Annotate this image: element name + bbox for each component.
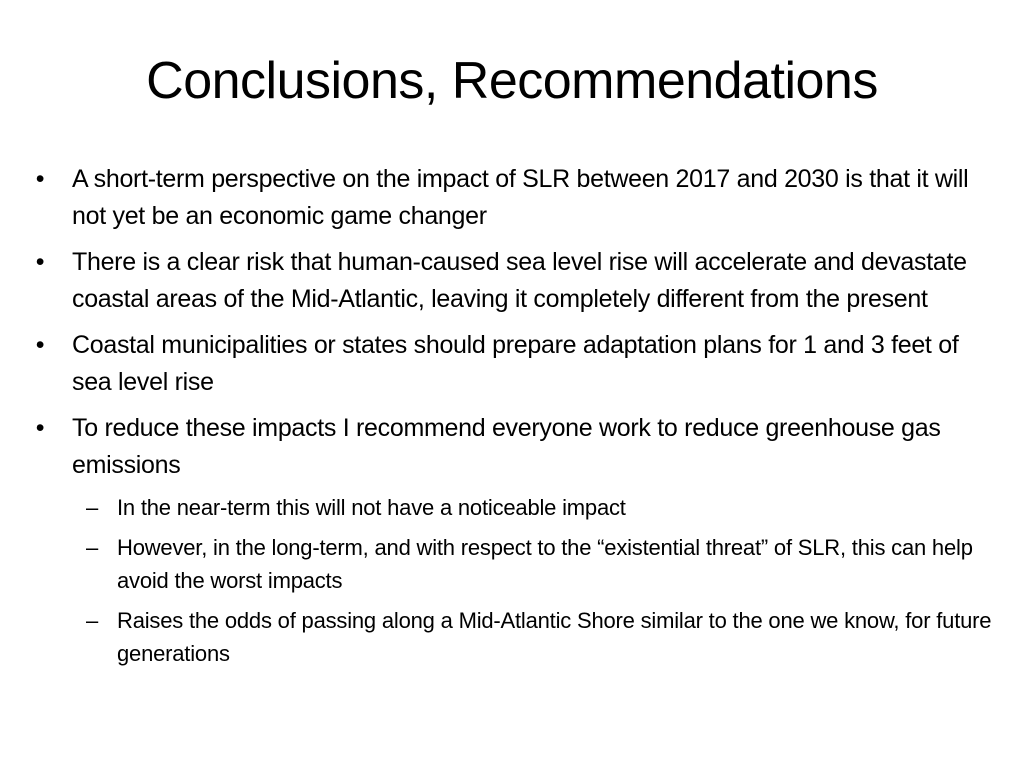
bullet-item <box>30 410 995 670</box>
sub-bullet-list <box>72 491 995 670</box>
sub-bullet-marker: – <box>85 608 99 633</box>
bullet-list <box>30 161 995 677</box>
bullet-text: Coastal municipalities or states should prepare adaptation plans for 1 and 3 feet of sea level rise <box>72 331 959 396</box>
sub-bullet-item <box>72 604 995 670</box>
sub-bullet-marker: – <box>85 535 99 560</box>
bullet-item <box>30 327 995 401</box>
bullet-marker: • <box>35 331 45 359</box>
bullet-item <box>30 161 995 235</box>
bullet-marker: • <box>35 165 45 193</box>
sub-bullet-item <box>72 531 995 597</box>
sub-bullet-marker: – <box>85 495 99 520</box>
bullet-marker: • <box>35 248 45 276</box>
slide-title: Conclusions, Recommendations <box>146 52 878 110</box>
bullet-text: To reduce these impacts I recommend everyone work to reduce greenhouse gas emissions <box>72 414 941 479</box>
bullet-text: A short-term perspective on the impact of SLR between 2017 and 2030 is that it will not yet be an economic game changer <box>72 165 969 230</box>
bullet-marker: • <box>35 414 45 442</box>
sub-bullet-text: However, in the long-term, and with respect to the “existential threat” of SLR, this can help avoid the worst impacts <box>117 535 973 593</box>
sub-bullet-item <box>72 491 995 524</box>
sub-bullet-text: Raises the odds of passing along a Mid-Atlantic Shore similar to the one we know, for future generations <box>117 608 992 666</box>
bullet-item <box>30 244 995 318</box>
sub-bullet-text: In the near-term this will not have a noticeable impact <box>117 495 626 520</box>
bullet-text: There is a clear risk that human-caused sea level rise will accelerate and devastate coastal areas of the Mid-Atlantic, leaving it completely different from the present <box>72 248 967 313</box>
